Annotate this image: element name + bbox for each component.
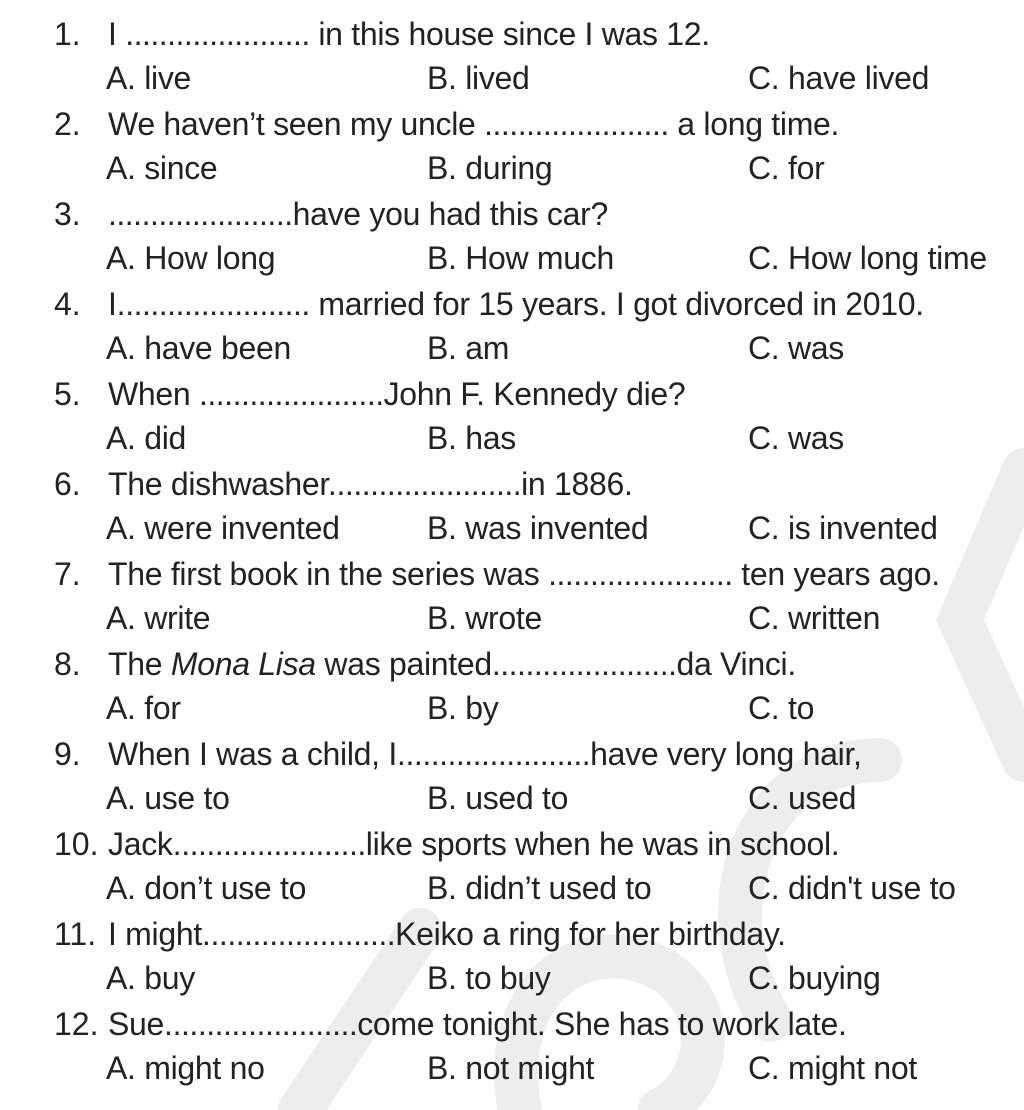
question-number: 2. (54, 106, 81, 142)
question-1 (0, 8, 1024, 98)
question-text: When ......................John F. Kennedy die? (108, 376, 686, 412)
option-b[interactable]: B. didn’t used to (427, 870, 652, 906)
option-c[interactable]: C. might not (748, 1050, 917, 1086)
question-3 (0, 188, 1024, 278)
answer-blank[interactable]: ...................... (199, 376, 384, 412)
option-b[interactable]: B. How much (427, 240, 614, 276)
option-a[interactable]: A. don’t use to (106, 870, 307, 906)
answer-blank[interactable]: ...................... (181, 826, 366, 862)
option-b[interactable]: B. to buy (427, 960, 551, 996)
option-b[interactable]: B. not might (427, 1050, 595, 1086)
option-c[interactable]: C. used (748, 780, 857, 816)
question-5 (0, 368, 1024, 458)
question-text: Jack.......................like sports when he was in school. (108, 826, 840, 862)
question-text: ......................have you had this car? (108, 196, 608, 232)
answer-blank[interactable]: ...................... (125, 16, 310, 52)
option-a[interactable]: A. write (106, 600, 211, 636)
question-text: I might.......................Keiko a ring for her birthday. (108, 916, 786, 952)
question-number: 5. (54, 376, 81, 412)
option-b[interactable]: B. was invented (427, 510, 649, 546)
answer-blank[interactable]: ...................... (491, 646, 677, 682)
artwork-title: Mona Lisa (170, 646, 316, 682)
answer-blank[interactable]: ...................... (210, 916, 396, 952)
question-8 (0, 638, 1024, 728)
answer-blank[interactable]: ...................... (405, 736, 591, 772)
answer-blank[interactable]: ...................... (172, 1006, 358, 1042)
question-number: 3. (54, 196, 81, 232)
question-2 (0, 98, 1024, 188)
question-text: The Mona Lisa was painted......................da Vinci. (108, 646, 796, 682)
question-number: 1. (54, 16, 81, 52)
option-b[interactable]: B. used to (427, 780, 569, 816)
option-b[interactable]: B. by (427, 690, 499, 726)
question-number: 6. (54, 466, 81, 502)
question-6 (0, 458, 1024, 548)
question-7 (0, 548, 1024, 638)
option-c[interactable]: C. have lived (748, 60, 930, 96)
option-c[interactable]: C. to (748, 690, 815, 726)
option-a[interactable]: A. for (106, 690, 181, 726)
question-number: 10. (54, 826, 99, 862)
option-a[interactable]: A. might no (106, 1050, 265, 1086)
answer-blank[interactable]: ...................... (108, 196, 293, 232)
option-a[interactable]: A. did (106, 420, 187, 456)
question-10 (0, 818, 1024, 908)
option-a[interactable]: A. live (106, 60, 192, 96)
option-a[interactable]: A. have been (106, 330, 291, 366)
option-c[interactable]: C. was (748, 330, 844, 366)
question-12 (0, 998, 1024, 1088)
option-a[interactable]: A. How long (106, 240, 276, 276)
question-number: 11. (54, 916, 97, 952)
question-text: I ...................... in this house since I was 12. (108, 16, 710, 52)
option-c[interactable]: C. buying (748, 960, 881, 996)
option-c[interactable]: C. written (748, 600, 881, 636)
answer-blank[interactable]: ...................... (484, 106, 669, 142)
option-b[interactable]: B. am (427, 330, 510, 366)
option-a[interactable]: A. buy (106, 960, 195, 996)
exercise-sheet (0, 8, 1024, 1088)
question-text: We haven’t seen my uncle ...................... a long time. (108, 106, 840, 142)
option-a[interactable]: A. were invented (106, 510, 340, 546)
answer-blank[interactable]: ...................... (548, 556, 733, 592)
question-9 (0, 728, 1024, 818)
option-b[interactable]: B. during (427, 150, 553, 186)
question-text: The first book in the series was ...................... ten years ago. (108, 556, 940, 592)
option-a[interactable]: A. since (106, 150, 218, 186)
option-c[interactable]: C. was (748, 420, 844, 456)
option-b[interactable]: B. lived (427, 60, 530, 96)
option-c[interactable]: C. didn't use to (748, 870, 956, 906)
answer-blank[interactable]: ...................... (336, 466, 522, 502)
question-number: 7. (54, 556, 81, 592)
option-b[interactable]: B. wrote (427, 600, 542, 636)
question-text: The dishwasher.......................in 1886. (108, 466, 633, 502)
option-c[interactable]: C. is invented (748, 510, 938, 546)
question-11 (0, 908, 1024, 998)
question-text: I....................... married for 15 years. I got divorced in 2010. (108, 286, 924, 322)
question-text: When I was a child, I.......................have very long hair, (108, 736, 862, 772)
question-number: 4. (54, 286, 81, 322)
answer-blank[interactable]: ...................... (125, 286, 310, 322)
option-c[interactable]: C. for (748, 150, 825, 186)
question-number: 12. (54, 1006, 99, 1042)
question-text: Sue.......................come tonight. She has to work late. (108, 1006, 847, 1042)
question-4 (0, 278, 1024, 368)
watermark-text: VIETJACK (0, 0, 5, 1)
question-number: 9. (54, 736, 81, 772)
option-c[interactable]: C. How long time (748, 240, 987, 276)
option-a[interactable]: A. use to (106, 780, 230, 816)
option-b[interactable]: B. has (427, 420, 516, 456)
question-number: 8. (54, 646, 81, 682)
